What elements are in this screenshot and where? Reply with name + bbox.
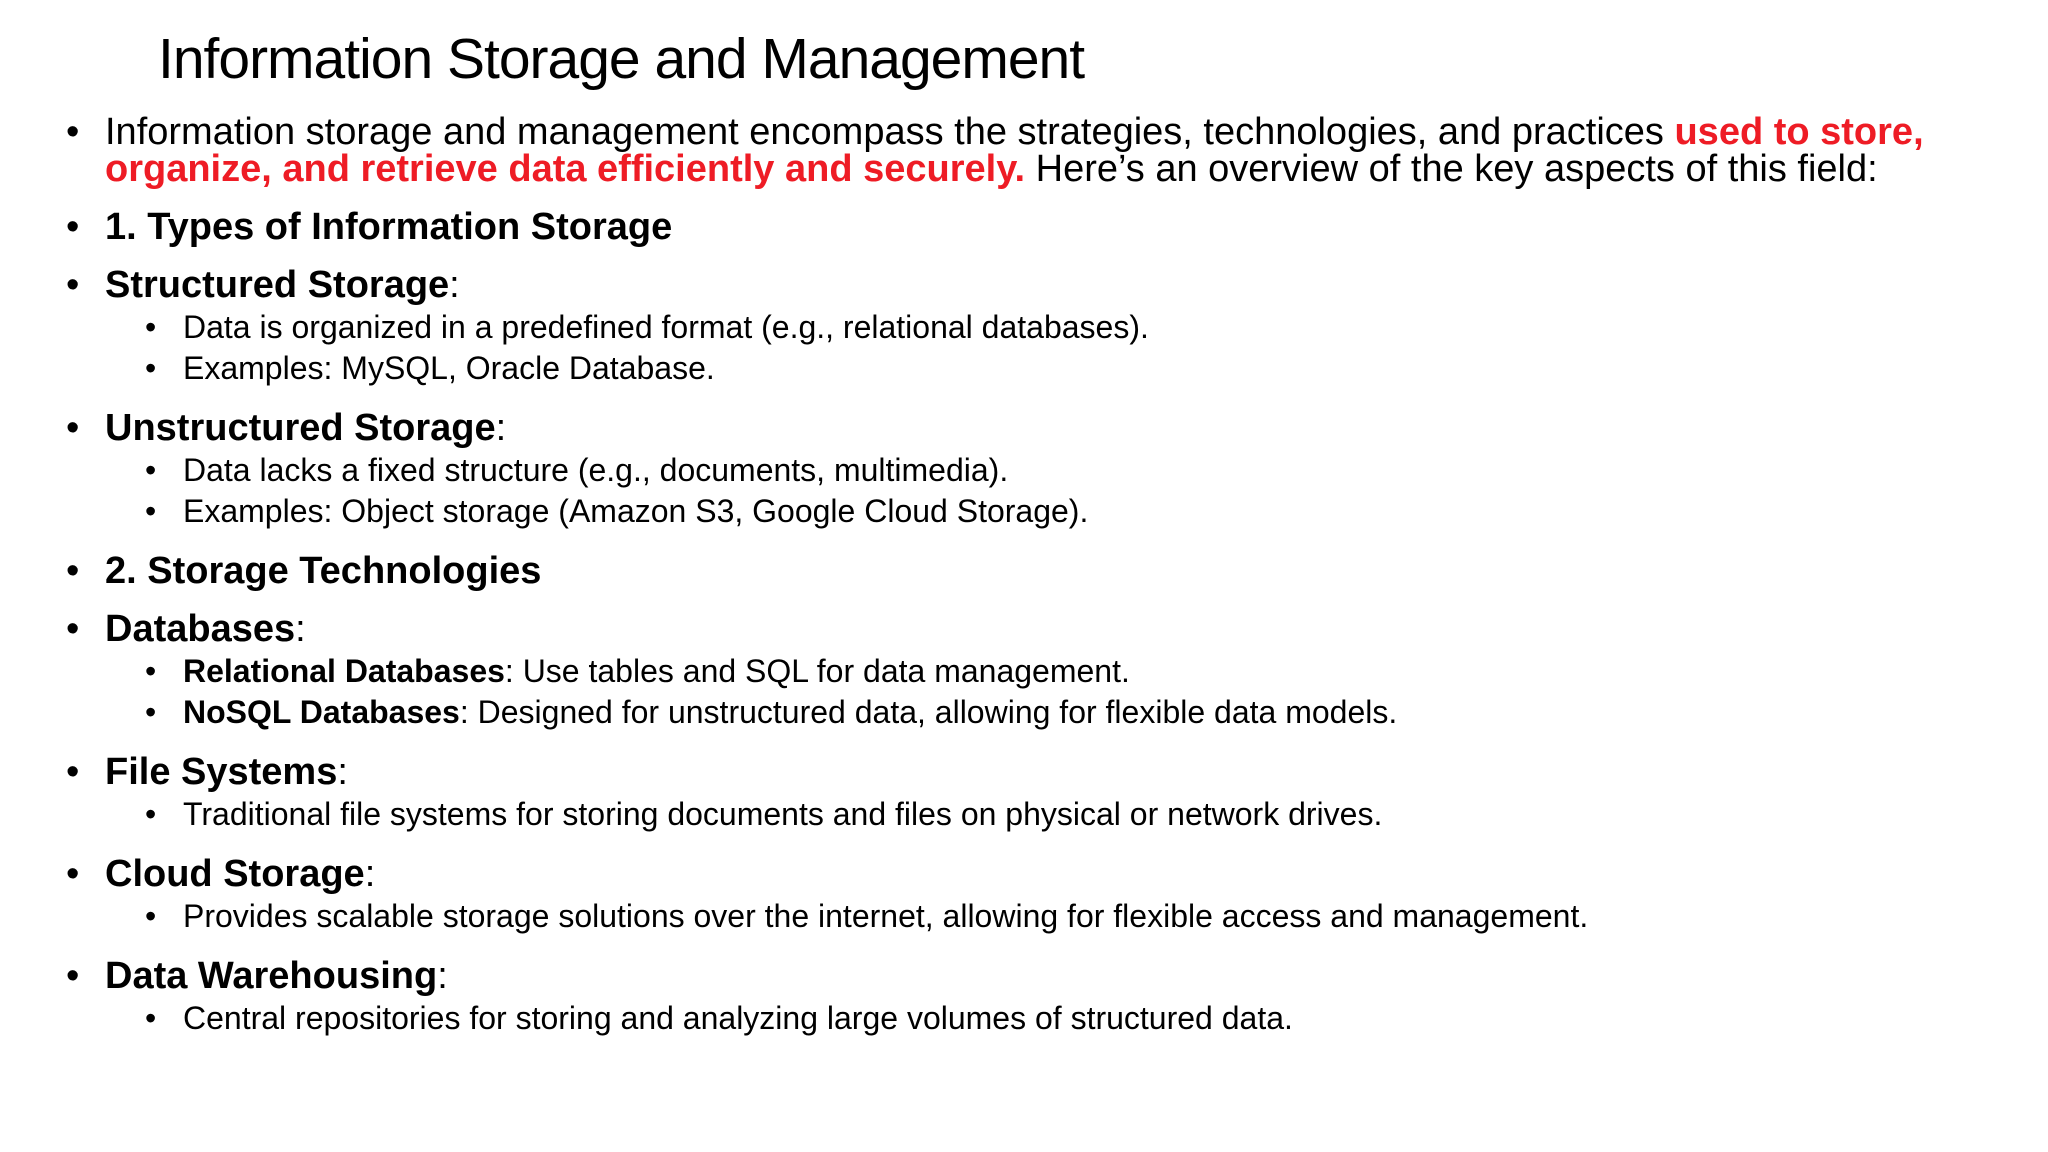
sub-bullet-text: : Designed for unstructured data, allowing for flexible data models. (459, 694, 1398, 730)
heading-text: Databases (105, 608, 296, 650)
bullet-file-systems (60, 751, 1940, 793)
sub-bullet (60, 307, 1940, 348)
heading-suffix: : (495, 407, 507, 449)
heading-suffix: : (449, 264, 460, 306)
bullet-databases (60, 608, 1940, 650)
heading-text: Cloud Storage (105, 853, 365, 895)
bullet-data-warehousing (60, 955, 1940, 997)
bullet-icon: • (66, 853, 80, 895)
heading-suffix: : (437, 955, 448, 997)
sub-bullet-text: Central repositories for storing and analyzing large volumes of structured data. (183, 1000, 1293, 1036)
bullet-structured-storage (60, 264, 1940, 306)
bullet-icon: • (145, 452, 157, 488)
heading-text: 2. Storage Technologies (105, 550, 542, 592)
intro-highlight: used to store, organize, and retrieve data efficiently and securely. (105, 111, 1924, 190)
heading-suffix: : (364, 853, 376, 895)
sub-bullet-label: Relational Databases (183, 653, 505, 689)
bullet-icon: • (145, 350, 157, 386)
bullet-icon: • (66, 206, 80, 248)
intro-text-end: Here’s an overview of the key aspects of this field: (1025, 148, 1878, 190)
bullet-icon: • (145, 309, 157, 345)
bullet-list (60, 111, 1940, 1039)
bullet-icon: • (145, 796, 157, 832)
sub-bullet-text: Examples: Object storage (Amazon S3, Google Cloud Storage). (183, 493, 1089, 529)
bullet-cloud-storage (60, 853, 1940, 895)
sub-bullet (60, 896, 1940, 937)
heading-text: File Systems (105, 751, 338, 793)
heading-text: Structured Storage (105, 264, 450, 306)
bullet-icon: • (145, 898, 157, 934)
bullet-icon: • (145, 1000, 157, 1036)
sub-bullet-text: Provides scalable storage solutions over the internet, allowing for flexible access and management. (183, 898, 1589, 934)
heading-text: Unstructured Storage (105, 407, 496, 449)
sub-bullet (60, 491, 1940, 532)
heading-suffix: : (337, 751, 348, 793)
sub-bullet (60, 348, 1940, 389)
bullet-icon: • (66, 608, 80, 650)
sub-bullet (60, 998, 1940, 1039)
bullet-icon: • (145, 653, 157, 689)
sub-bullet (60, 450, 1940, 491)
heading-suffix: : (295, 608, 306, 650)
bullet-icon: • (66, 751, 80, 793)
sub-bullet-text: Data is organized in a predefined format (e.g., relational databases). (183, 309, 1149, 345)
sub-bullet-text: Examples: MySQL, Oracle Database. (183, 350, 715, 386)
bullet-icon: • (145, 493, 157, 529)
bullet-icon: • (66, 550, 80, 592)
section-heading-types (60, 206, 1940, 248)
bullet-icon: • (145, 694, 157, 730)
sub-bullet-label: NoSQL Databases (183, 694, 460, 730)
sub-bullet-text: Data lacks a fixed structure (e.g., documents, multimedia). (183, 452, 1009, 488)
bullet-icon: • (66, 407, 80, 449)
sub-bullet-text: : Use tables and SQL for data management. (504, 653, 1130, 689)
heading-text: 1. Types of Information Storage (105, 206, 673, 248)
bullet-unstructured-storage (60, 407, 1940, 449)
intro-text: Information storage and management encompass the strategies, technologies, and practices (105, 111, 1675, 153)
sub-bullet (60, 794, 1940, 835)
sub-bullet-text: Traditional file systems for storing documents and files on physical or network drives. (183, 796, 1383, 832)
section-heading-technologies (60, 550, 1940, 592)
heading-text: Data Warehousing (105, 955, 438, 997)
sub-bullet (60, 692, 1940, 733)
sub-bullet (60, 651, 1940, 692)
bullet-icon: • (66, 264, 80, 306)
intro-bullet (60, 111, 1940, 190)
bullet-icon: • (66, 955, 80, 997)
bullet-icon: • (66, 111, 80, 153)
slide-title: Information Storage and Management (158, 27, 1085, 91)
